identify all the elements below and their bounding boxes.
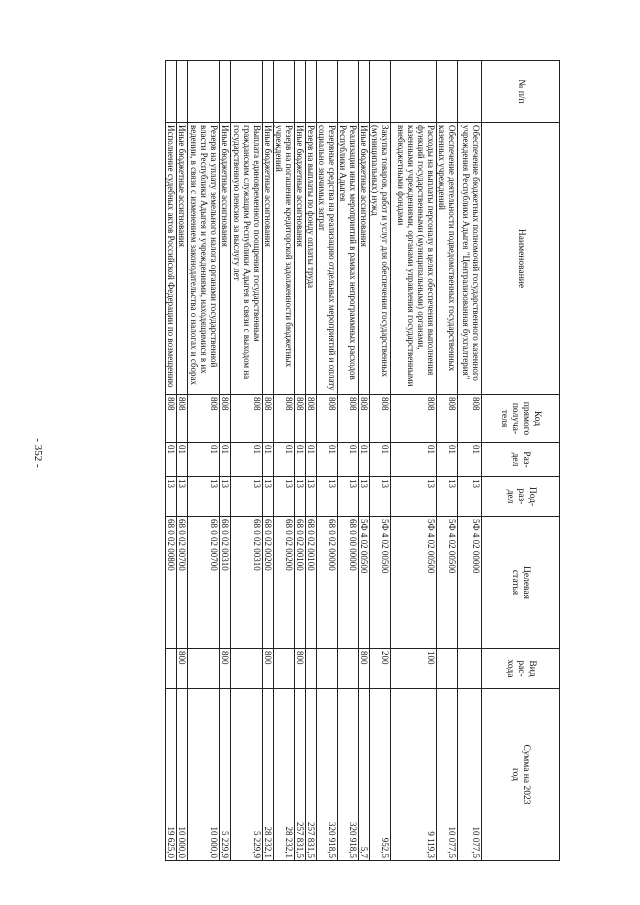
cell-subsection: 13 bbox=[177, 477, 188, 517]
cell-expense-type bbox=[437, 649, 458, 689]
cell-num bbox=[274, 61, 295, 123]
cell-num bbox=[166, 61, 177, 123]
table-row bbox=[437, 61, 458, 861]
cell-recipient: 808 bbox=[274, 395, 295, 443]
cell-sum: 5 229,9 bbox=[220, 689, 231, 861]
cell-sum: 28 232,1 bbox=[274, 689, 295, 861]
header-num: № п/п bbox=[482, 61, 560, 123]
cell-target: 68 0 02 00200 bbox=[274, 517, 295, 649]
cell-expense-type bbox=[306, 649, 317, 689]
cell-num bbox=[359, 61, 370, 123]
cell-num bbox=[295, 61, 306, 123]
cell-sum: 10 000,0 bbox=[188, 689, 220, 861]
cell-section: 01 bbox=[220, 443, 231, 477]
cell-target: 68 0 02 00800 bbox=[166, 517, 177, 649]
cell-recipient: 808 bbox=[359, 395, 370, 443]
cell-recipient: 808 bbox=[188, 395, 220, 443]
table-row bbox=[458, 61, 482, 861]
cell-target: 68 0 02 00700 bbox=[177, 517, 188, 649]
cell-subsection: 13 bbox=[338, 477, 359, 517]
cell-expense-type bbox=[458, 649, 482, 689]
cell-subsection: 13 bbox=[295, 477, 306, 517]
budget-table bbox=[165, 60, 560, 861]
cell-section: 01 bbox=[166, 443, 177, 477]
cell-recipient: 808 bbox=[391, 395, 437, 443]
table-row bbox=[274, 61, 295, 861]
cell-recipient: 808 bbox=[166, 395, 177, 443]
cell-num bbox=[437, 61, 458, 123]
cell-target: 68 0 02 00700 bbox=[188, 517, 220, 649]
cell-name: Иные бюджетные ассигнования bbox=[263, 123, 274, 395]
header-section: Раз- дел bbox=[482, 443, 560, 477]
cell-recipient: 808 bbox=[295, 395, 306, 443]
cell-section: 01 bbox=[188, 443, 220, 477]
cell-subsection: 13 bbox=[437, 477, 458, 517]
cell-name: Резервные средства на реализацию отдельных мероприятий и оплату социально значимых затрат bbox=[317, 123, 338, 395]
cell-recipient: 808 bbox=[177, 395, 188, 443]
cell-target: 5Ф 4 02 00000 bbox=[458, 517, 482, 649]
cell-sum: 10 000,0 bbox=[177, 689, 188, 861]
header-name: Наименование bbox=[482, 123, 560, 395]
cell-section: 01 bbox=[359, 443, 370, 477]
table-header-row bbox=[482, 61, 560, 861]
cell-recipient: 808 bbox=[458, 395, 482, 443]
cell-section: 01 bbox=[338, 443, 359, 477]
cell-sum: 320 918,5 bbox=[338, 689, 359, 861]
cell-section: 01 bbox=[274, 443, 295, 477]
cell-expense-type bbox=[317, 649, 338, 689]
table-row bbox=[231, 61, 263, 861]
cell-num bbox=[391, 61, 437, 123]
cell-sum: 257 831,5 bbox=[295, 689, 306, 861]
table-body bbox=[166, 61, 482, 861]
cell-section: 01 bbox=[306, 443, 317, 477]
cell-recipient: 808 bbox=[306, 395, 317, 443]
cell-subsection: 13 bbox=[317, 477, 338, 517]
cell-recipient: 808 bbox=[263, 395, 274, 443]
cell-target: 68 0 02 00100 bbox=[306, 517, 317, 649]
cell-expense-type bbox=[231, 649, 263, 689]
cell-num bbox=[306, 61, 317, 123]
cell-num bbox=[220, 61, 231, 123]
cell-section: 01 bbox=[295, 443, 306, 477]
cell-num bbox=[458, 61, 482, 123]
cell-target: 5Ф 4 02 00500 bbox=[437, 517, 458, 649]
header-expense-type: Вид рас- хода bbox=[482, 649, 560, 689]
cell-subsection: 13 bbox=[263, 477, 274, 517]
cell-section: 01 bbox=[458, 443, 482, 477]
table-row bbox=[188, 61, 220, 861]
cell-section: 01 bbox=[231, 443, 263, 477]
cell-target: 5Ф 4 02 00500 bbox=[391, 517, 437, 649]
header-sum: Сумма на 2023 год bbox=[482, 689, 560, 861]
cell-name: Иные бюджетные ассигнования bbox=[177, 123, 188, 395]
cell-subsection: 13 bbox=[391, 477, 437, 517]
header-recipient: Код прямого получа- теля bbox=[482, 395, 560, 443]
cell-expense-type: 800 bbox=[359, 649, 370, 689]
cell-subsection: 13 bbox=[306, 477, 317, 517]
table-row bbox=[359, 61, 370, 861]
cell-subsection: 13 bbox=[188, 477, 220, 517]
table-row bbox=[338, 61, 359, 861]
cell-num bbox=[263, 61, 274, 123]
table-row bbox=[295, 61, 306, 861]
cell-sum: 10 077,5 bbox=[458, 689, 482, 861]
cell-expense-type bbox=[338, 649, 359, 689]
cell-sum: 952,5 bbox=[370, 689, 391, 861]
cell-expense-type: 800 bbox=[295, 649, 306, 689]
cell-recipient: 808 bbox=[317, 395, 338, 443]
cell-section: 01 bbox=[437, 443, 458, 477]
budget-table-container bbox=[70, 60, 560, 860]
cell-name: Резерв на уплату земельного налога органами государственной власти Республики Адыгея и учреждениями, находящимися в их ведении, в связи с изменением законодательства о налогах и сборах bbox=[188, 123, 220, 395]
cell-target: 68 0 02 00100 bbox=[295, 517, 306, 649]
cell-recipient: 808 bbox=[231, 395, 263, 443]
cell-expense-type bbox=[274, 649, 295, 689]
cell-num bbox=[177, 61, 188, 123]
cell-subsection: 13 bbox=[166, 477, 177, 517]
page-number: - 352 - bbox=[32, 438, 44, 468]
cell-target: 68 0 00 00000 bbox=[338, 517, 359, 649]
cell-num bbox=[188, 61, 220, 123]
cell-recipient: 808 bbox=[370, 395, 391, 443]
table-row bbox=[317, 61, 338, 861]
cell-name: Иные бюджетные ассигнования bbox=[359, 123, 370, 395]
cell-subsection: 13 bbox=[359, 477, 370, 517]
table-row bbox=[220, 61, 231, 861]
cell-expense-type: 200 bbox=[370, 649, 391, 689]
cell-subsection: 13 bbox=[231, 477, 263, 517]
cell-target: 68 0 02 00310 bbox=[231, 517, 263, 649]
cell-target: 68 0 02 00310 bbox=[220, 517, 231, 649]
cell-section: 01 bbox=[391, 443, 437, 477]
header-subsection: Под- раз- дел bbox=[482, 477, 560, 517]
cell-name: Выплата единовременного поощрения государственным гражданским служащим Республики Адыгея в связи с выходом на государственную пенсию за выслугу лет bbox=[231, 123, 263, 395]
cell-sum: 19 625,0 bbox=[166, 689, 177, 861]
table-row bbox=[370, 61, 391, 861]
cell-sum: 5,7 bbox=[359, 689, 370, 861]
cell-name: Иные бюджетные ассигнования bbox=[220, 123, 231, 395]
cell-sum: 5 229,9 bbox=[231, 689, 263, 861]
cell-recipient: 808 bbox=[220, 395, 231, 443]
cell-section: 01 bbox=[177, 443, 188, 477]
table-row bbox=[177, 61, 188, 861]
cell-section: 01 bbox=[263, 443, 274, 477]
cell-recipient: 808 bbox=[338, 395, 359, 443]
rotated-table-area bbox=[70, 60, 560, 860]
cell-target: 68 0 02 00000 bbox=[317, 517, 338, 649]
cell-name: Обеспечение деятельности подведомственных государственных казенных учреждений bbox=[437, 123, 458, 395]
table-row bbox=[263, 61, 274, 861]
cell-num bbox=[370, 61, 391, 123]
cell-subsection: 13 bbox=[274, 477, 295, 517]
cell-name: Резерв на погашение кредиторской задолженности бюджетных учреждений bbox=[274, 123, 295, 395]
cell-subsection: 13 bbox=[370, 477, 391, 517]
cell-name: Закупка товаров, работ и услуг для обеспечения государственных (муниципальных) нужд bbox=[370, 123, 391, 395]
cell-subsection: 13 bbox=[458, 477, 482, 517]
cell-num bbox=[338, 61, 359, 123]
cell-sum: 9 119,3 bbox=[391, 689, 437, 861]
cell-name: Расходы на выплаты персоналу в целях обеспечения выполнения функций государственными (муниципальными) органами, казенными учреждениями, органами управления государственными внебюджетными фондами bbox=[391, 123, 437, 395]
cell-expense-type: 100 bbox=[391, 649, 437, 689]
cell-recipient: 808 bbox=[437, 395, 458, 443]
cell-sum: 320 918,5 bbox=[317, 689, 338, 861]
cell-name: Обеспечение бюджетных полномочий государственного казенного учреждения Республики Адыгея "Централизованная бухгалтерия" bbox=[458, 123, 482, 395]
cell-section: 01 bbox=[370, 443, 391, 477]
cell-name: Резерв на выплаты по фонду оплаты труда bbox=[306, 123, 317, 395]
cell-expense-type: 800 bbox=[220, 649, 231, 689]
cell-target: 5Ф 4 02 00500 bbox=[359, 517, 370, 649]
cell-sum: 10 077,5 bbox=[437, 689, 458, 861]
cell-name: Иные бюджетные ассигнования bbox=[295, 123, 306, 395]
cell-num bbox=[317, 61, 338, 123]
cell-target: 5Ф 4 02 00500 bbox=[370, 517, 391, 649]
cell-expense-type: 800 bbox=[177, 649, 188, 689]
cell-expense-type: 800 bbox=[263, 649, 274, 689]
cell-num bbox=[231, 61, 263, 123]
cell-expense-type bbox=[166, 649, 177, 689]
cell-name: Исполнение судебных актов Российской Федерации по возмещению bbox=[166, 123, 177, 395]
cell-expense-type bbox=[188, 649, 220, 689]
table-row bbox=[166, 61, 177, 861]
cell-sum: 257 831,5 bbox=[306, 689, 317, 861]
header-target: Целевая статья bbox=[482, 517, 560, 649]
cell-name: Реализация иных мероприятий в рамках непрограммных расходов Республики Адыгея bbox=[338, 123, 359, 395]
cell-section: 01 bbox=[317, 443, 338, 477]
cell-sum: 28 232,1 bbox=[263, 689, 274, 861]
table-row bbox=[391, 61, 437, 861]
cell-target: 68 0 02 00200 bbox=[263, 517, 274, 649]
cell-subsection: 13 bbox=[220, 477, 231, 517]
table-row bbox=[306, 61, 317, 861]
